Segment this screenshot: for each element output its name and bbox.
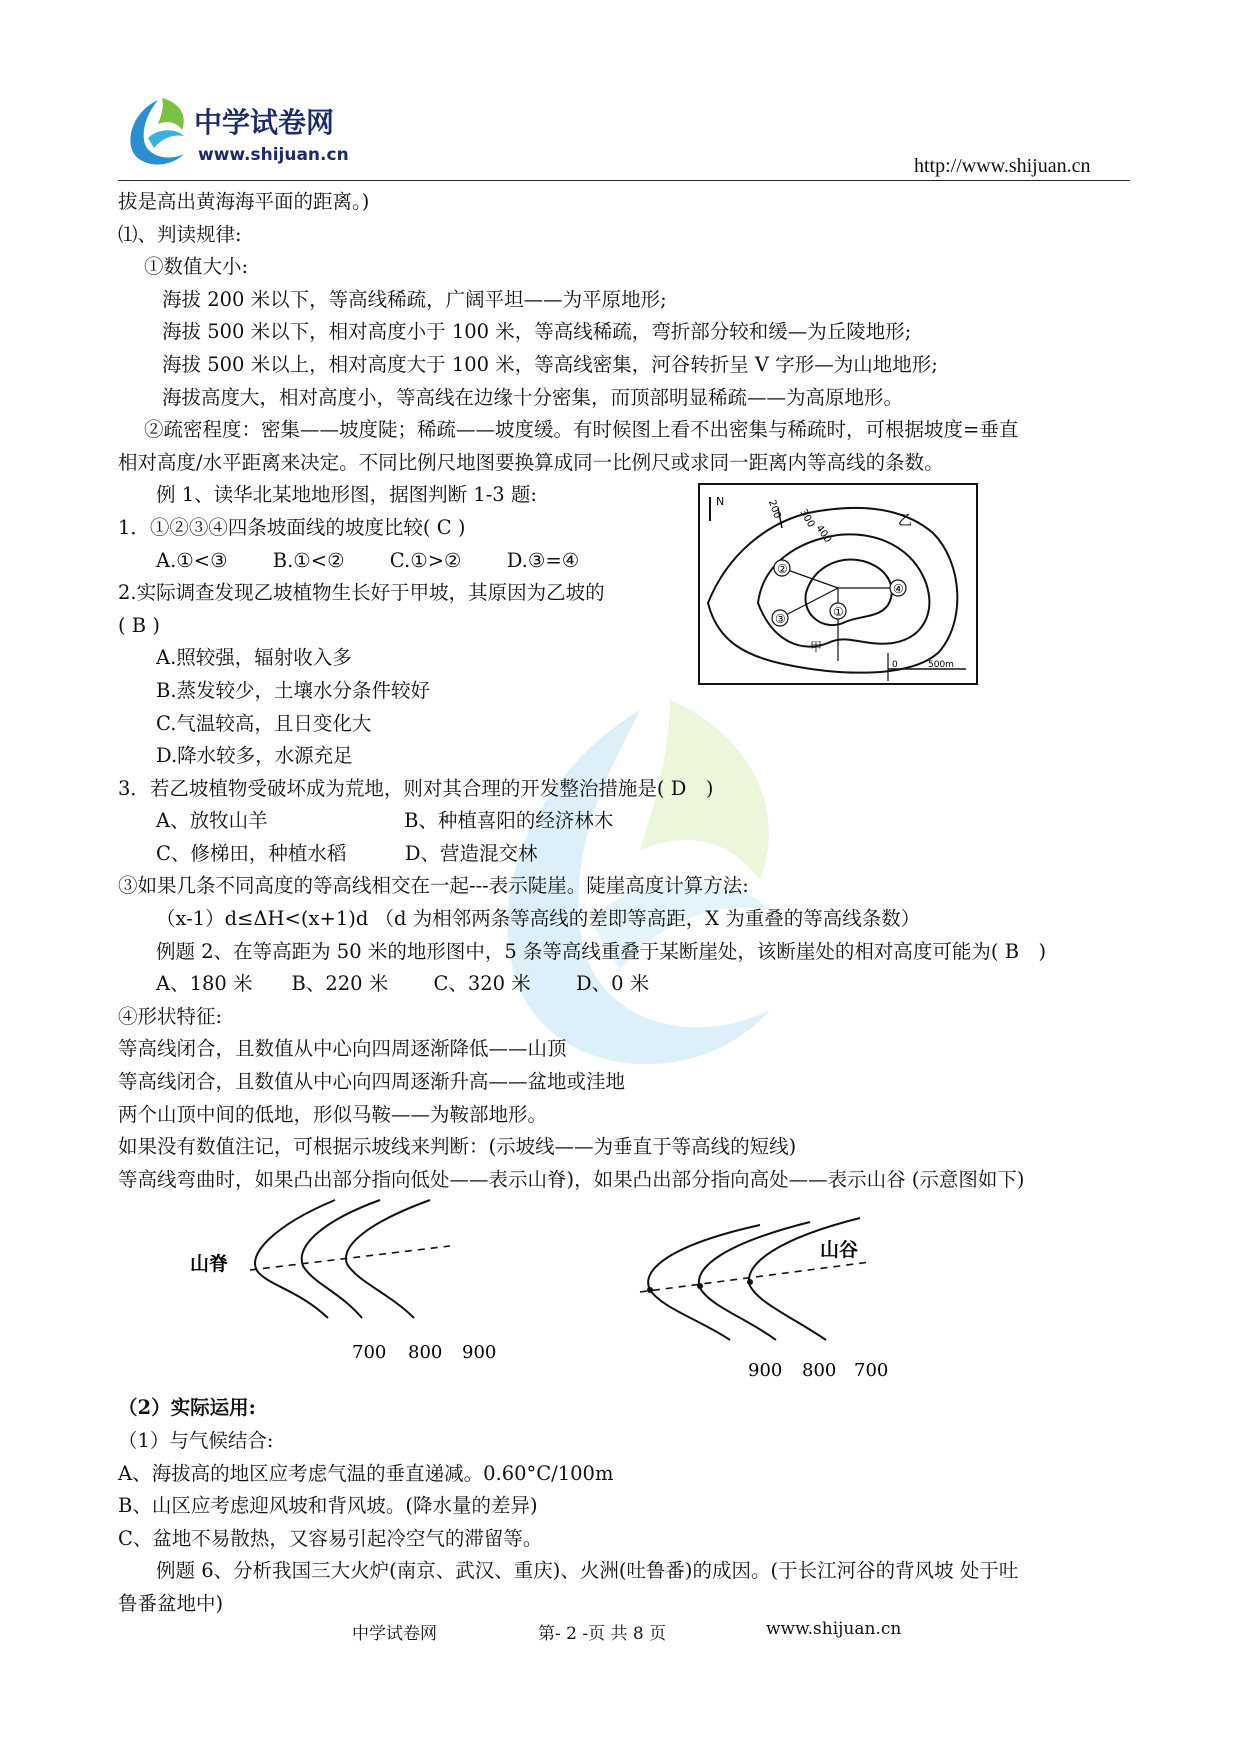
logo-url: www.shijuan.cn <box>198 145 349 165</box>
footer-site: 中学试卷网 <box>352 1624 437 1644</box>
text-line: ④形状特征: <box>118 1004 223 1028</box>
text-line: 1．①②③④四条坡面线的坡度比较( C ) <box>118 515 466 539</box>
text-line: C、盆地不易散热，又容易引起冷空气的滞留等。 <box>118 1526 543 1550</box>
text-line: 2.实际调查发现乙坡植物生长好于甲坡，其原因为乙坡的 <box>118 581 605 605</box>
valley-point <box>747 1279 753 1285</box>
text-line: （1）与气候结合: <box>118 1429 274 1452</box>
ridge-valley-diagram <box>190 1190 1130 1380</box>
contour-map <box>698 483 978 685</box>
point-2: ② <box>777 562 788 576</box>
text-line: A.照较强，辐射收入多 <box>156 646 352 670</box>
footer-page-number: 第- 2 -页 共 8 页 <box>538 1624 667 1644</box>
point-3: ③ <box>775 612 786 626</box>
text-line: （x-1）d≤ΔH<(x+1)d （d 为相邻两条等高线的差即等高距，X 为重叠的等高线条数） <box>156 907 921 931</box>
section-heading: （2）实际运用: <box>118 1396 256 1420</box>
text-line: 3．若乙坡植物受破坏成为荒地，则对其合理的开发整治措施是( D ) <box>118 776 714 800</box>
text-line: C、修梯田，种植水稻 D、营造混交林 <box>156 841 538 865</box>
ridge-label: 山脊 <box>190 1253 229 1275</box>
text-line: A.①<③ B.①<② C.①>② D.③=④ <box>156 548 580 572</box>
text-line: A、放牧山羊 B、种植喜阳的经济林木 <box>156 809 614 833</box>
text-line: D.降水较多，水源充足 <box>156 744 353 768</box>
site-logo <box>118 92 388 174</box>
header-url[interactable]: http://www.shijuan.cn <box>914 155 1091 177</box>
text-line: 海拔高度大，相对高度小，等高线在边缘十分密集，而顶部明显稀疏——为高原地形。 <box>162 385 904 409</box>
text-line: 海拔 500 米以下，相对高度小于 100 米，等高线稀疏，弯折部分较和缓—为丘陵地形; <box>162 320 912 344</box>
text-line: B.蒸发较少，土壤水分条件较好 <box>156 678 431 702</box>
text-line: 海拔 200 米以下，等高线稀疏，广阔平坦——为平原地形; <box>162 287 667 311</box>
valley-contour-900 <box>648 1225 760 1340</box>
contour-label-300: 300 <box>797 507 817 530</box>
ridge-value-700: 700 <box>352 1342 387 1363</box>
text-line: 例 1、读华北某地地形图，据图判断 1-3 题: <box>156 483 537 507</box>
text-line: ②疏密程度：密集——坡度陡；稀疏——坡度缓。有时候图上看不出密集与稀疏时，可根据坡度=垂直 <box>144 418 1019 442</box>
text-line: 例题 6、分析我国三大火炉(南京、武汉、重庆)、火洲(吐鲁番)的成因。(于长江河谷的背风坡 处于吐 <box>156 1559 1019 1583</box>
valley-value-700: 700 <box>854 1360 889 1380</box>
text-line: ⑴、判读规律: <box>118 222 242 246</box>
slope-yi-label: 乙 <box>898 513 912 529</box>
text-line: 如果没有数值注记，可根据示坡线来判断：(示坡线——为垂直于等高线的短线) <box>118 1135 797 1159</box>
point-1: ① <box>833 605 844 619</box>
text-line: ( B ) <box>118 613 160 637</box>
north-label: N <box>716 495 725 508</box>
text-line: 等高线弯曲时，如果凸出部分指向低处——表示山脊)，如果凸出部分指向高处——表示山谷 (示意图如下) <box>118 1167 1025 1191</box>
ridge-line <box>250 1246 450 1270</box>
ridge-value-900: 900 <box>462 1342 497 1363</box>
slope-jia-label: 甲 <box>810 640 823 654</box>
text-line: ③如果几条不同高度的等高线相交在一起---表示陡崖。陡崖高度计算方法: <box>118 874 749 898</box>
body-text <box>118 186 1138 1621</box>
scale-end: 500m <box>928 660 954 670</box>
text-line: 鲁番盆地中) <box>118 1591 224 1615</box>
valley-contour-700 <box>749 1218 860 1340</box>
scale-start: 0 <box>892 660 898 670</box>
text-line: ①数值大小: <box>144 255 249 279</box>
header-divider <box>118 180 1130 181</box>
text-line: 等高线闭合，且数值从中心向四周逐渐降低——山顶 <box>118 1037 567 1061</box>
ridge-contour-900 <box>346 1200 430 1318</box>
ridge-contour-700 <box>255 1200 335 1318</box>
logo-title: 中学试卷网 <box>194 106 335 139</box>
text-line: A、180 米 B、220 米 C、320 米 D、0 米 <box>156 972 650 996</box>
valley-point <box>647 1287 653 1293</box>
footer-url[interactable]: www.shijuan.cn <box>766 1619 902 1639</box>
contour-label-200: 200 <box>765 498 783 521</box>
valley-point <box>697 1283 703 1289</box>
text-line: B、山区应考虑迎风坡和背风坡。(降水量的差异) <box>118 1494 538 1518</box>
text-line: 等高线闭合，且数值从中心向四周逐渐升高——盆地或洼地 <box>118 1070 626 1094</box>
text-line: 拔是高出黄海海平面的距离。) <box>118 190 370 213</box>
point-4: ④ <box>893 582 904 596</box>
text-line: 例题 2、在等高距为 50 米的地形图中，5 条等高线重叠于某断崖处，该断崖处的相对高度可能为( B ) <box>156 939 1047 963</box>
text-line: 两个山顶中间的低地，形似马鞍——为鞍部地形。 <box>118 1102 548 1126</box>
text-line: 相对高度/水平距离来决定。不同比例尺地图要换算成同一比例尺或求同一距离内等高线的条数。 <box>118 450 944 474</box>
valley-value-900: 900 <box>748 1360 783 1380</box>
ridge-value-800: 800 <box>408 1342 443 1363</box>
text-line: C.气温较高，且日变化大 <box>156 711 372 735</box>
text-line: A、海拔高的地区应考虑气温的垂直递减。0.60°C/100m <box>118 1461 614 1485</box>
contour-label-400: 400 <box>813 523 834 546</box>
valley-value-800: 800 <box>802 1360 837 1380</box>
valley-label: 山谷 <box>820 1239 859 1261</box>
text-line: 海拔 500 米以上，相对高度大于 100 米，等高线密集，河谷转折呈 V 字形—为山地地形; <box>162 352 938 376</box>
